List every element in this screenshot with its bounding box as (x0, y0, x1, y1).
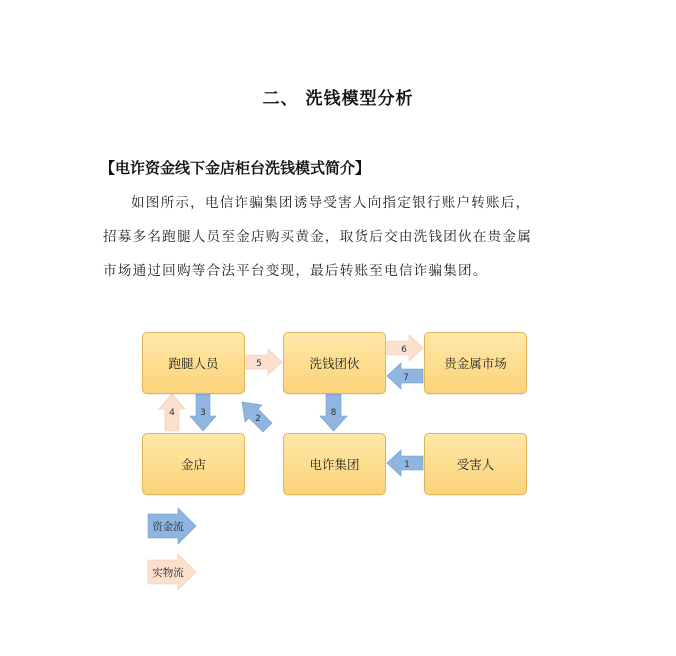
arrow-2-label: 2 (255, 414, 261, 424)
arrow-7 (387, 363, 423, 389)
section-subtitle: 【电诈资金线下金店柜台洗钱模式简介】 (100, 159, 371, 177)
arrow-3 (190, 394, 216, 431)
legend-money-label: 资金流 (152, 521, 184, 533)
paragraph-line: 市场通过回购等合法平台变现，最后转账至电信诈骗集团。 (103, 263, 488, 279)
arrow-2 (242, 402, 272, 432)
arrow-4 (159, 394, 185, 431)
arrow-5 (246, 349, 282, 375)
paragraph-line: 如图所示，电信诈骗集团诱导受害人向指定银行账户转账后， (131, 195, 531, 211)
page-title: 二、 洗钱模型分析 (262, 89, 414, 109)
node-fraud-group: 电诈集团 (283, 433, 386, 495)
arrow-4-label: 4 (169, 408, 175, 418)
arrow-7-label: 7 (403, 373, 409, 383)
arrow-1 (387, 450, 423, 476)
legend-money-flow (148, 508, 196, 544)
arrow-1-label: 1 (404, 460, 410, 470)
arrow-8 (320, 394, 347, 431)
node-precious-metal-market: 贵金属市场 (424, 332, 527, 394)
legend-goods-label: 实物流 (152, 567, 184, 579)
paragraph-line: 招募多名跑腿人员至金店购买黄金，取货后交由洗钱团伙在贵金属 (103, 229, 533, 245)
node-gold-store: 金店 (142, 433, 245, 495)
legend-goods-flow (148, 554, 196, 590)
arrow-3-label: 3 (200, 408, 206, 418)
arrow-8-label: 8 (330, 408, 337, 418)
arrow-6 (387, 335, 423, 361)
node-launder-group: 洗钱团伙 (283, 332, 386, 394)
node-victim: 受害人 (424, 433, 527, 495)
node-runner: 跑腿人员 (142, 332, 245, 394)
arrow-6-label: 6 (401, 345, 407, 355)
arrow-5-label: 5 (256, 359, 262, 369)
